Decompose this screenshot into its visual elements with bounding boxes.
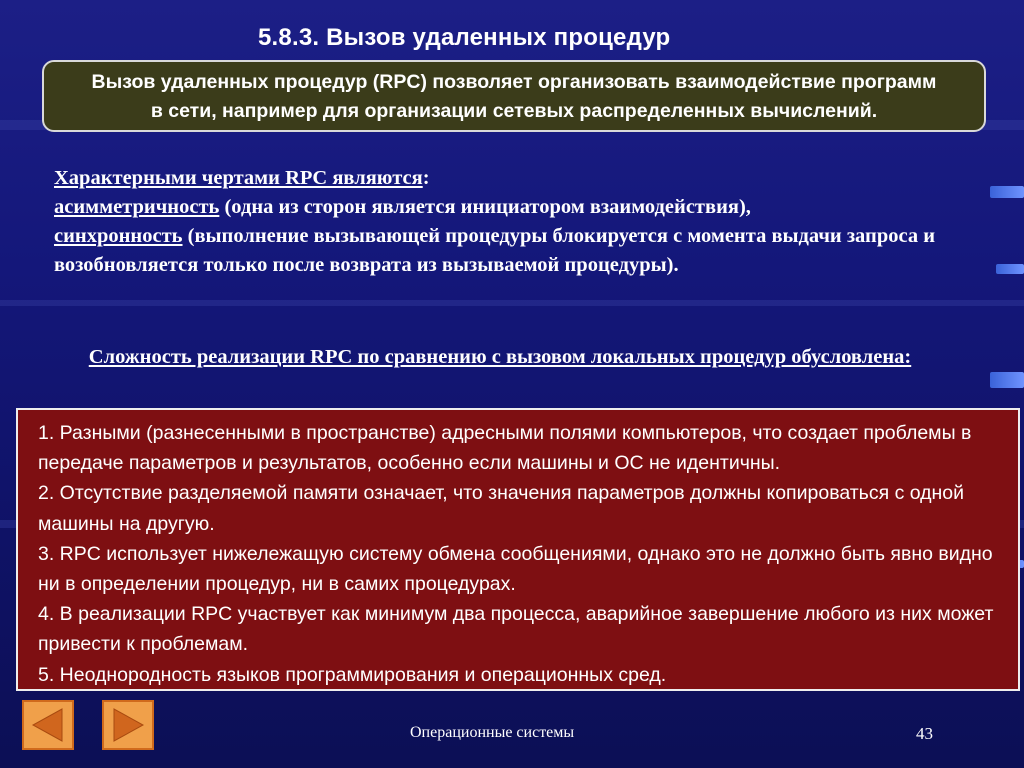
decorative-tab <box>996 264 1024 274</box>
features-heading-colon: : <box>422 167 430 189</box>
feature-synchrony <box>54 222 984 280</box>
reason-item: 4. В реализации RPC участвует как минимум два процесса, аварийное завершение любого из них может привести к проблемам. <box>38 603 994 656</box>
feature-desc: (одна из сторон является инициатором взаимодействия), <box>219 196 751 218</box>
feature-desc: (выполнение вызывающей процедуры блокируется с момента выдачи запроса и возобновляется только после возврата из вызываемой процедуры). <box>54 225 936 276</box>
next-slide-button[interactable] <box>102 700 154 750</box>
triangle-right-icon <box>108 706 148 744</box>
decorative-tab <box>990 186 1024 198</box>
complexity-heading: Сложность реализации RPC по сравнению с вызовом локальных процедур обусловлена: <box>88 346 912 368</box>
feature-term: синхронность <box>54 225 183 247</box>
slide-title: 5.8.3. Вызов удаленных процедур <box>258 24 671 51</box>
intro-line: Вызов удаленных процедур (RPC) позволяет организовать взаимодействие программ <box>91 71 937 93</box>
background-stripe <box>0 300 1024 306</box>
feature-term: асимметричность <box>54 196 220 218</box>
intro-line: в сети, например для организации сетевых распределенных вычислений. <box>150 100 878 122</box>
reason-item: 1. Разными (разнесенными в пространстве) адресными полями компьютеров, что создает проблемы в передаче параметров и результатов, особенно если машины и ОС не идентичны. <box>38 422 972 475</box>
decorative-tab <box>990 372 1024 388</box>
page-number: 43 <box>916 724 933 743</box>
reason-item: 2. Отсутствие разделяемой памяти означает, что значения параметров должны копироваться с одной машины на другую. <box>38 482 965 535</box>
features-heading <box>54 164 984 193</box>
triangle-left-icon <box>28 706 68 744</box>
reasons-box <box>16 408 1020 691</box>
intro-box <box>42 60 986 132</box>
prev-slide-button[interactable] <box>22 700 74 750</box>
features-heading-text: Характерными чертами RPC являются <box>54 167 423 189</box>
reason-item: 3. RPC использует нижележащую систему обмена сообщениями, однако это не должно быть явно видно ни в определении процедур, ни в самих процедурах. <box>38 542 993 596</box>
footer-label: Операционные системы <box>410 724 575 741</box>
reason-item: 5. Неоднородность языков программирования и операционных сред. <box>38 663 667 686</box>
features-section <box>54 164 984 280</box>
feature-asymmetry <box>54 193 984 222</box>
